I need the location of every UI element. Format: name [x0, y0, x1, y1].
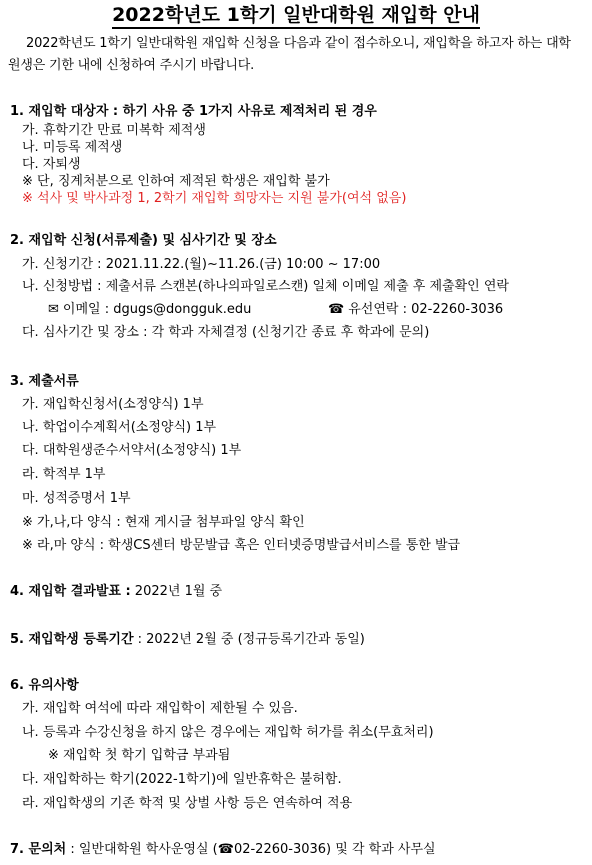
phone-contact [328, 301, 503, 319]
section1-note: ※ 단, 징계처분으로 인하여 제적된 학생은 재입학 불가 [22, 174, 330, 189]
document-item: 라. 학적부 1부 [22, 467, 106, 482]
section1-item: 나. 미등록 제적생 [22, 140, 123, 155]
document-item: 나. 학업이수계획서(소정양식) 1부 [22, 420, 217, 435]
section4-heading: 4. 재입학 결과발표 : [10, 584, 131, 599]
section1-item: 다. 자퇴생 [22, 157, 81, 172]
envelope-icon: ✉ [48, 302, 59, 317]
phone-text: 유선연락 : 02-2260-3036 [348, 302, 504, 317]
registration-period [10, 631, 365, 649]
section4-text: 2022년 1월 중 [130, 584, 223, 599]
caution-item: 라. 재입학생의 기존 학적 및 상벌 사항 등은 연속하여 적용 [22, 796, 353, 811]
section3-note: ※ 라,마 양식 : 학생CS센터 방문발급 혹은 인터넷증명발급서비스를 통한 발급 [22, 538, 461, 553]
contact-info [10, 841, 436, 859]
section2-heading: 2. 재입학 신청(서류제출) 및 심사기간 및 장소 [10, 233, 277, 248]
caution-note: ※ 재입학 첫 학기 입학금 부과됨 [48, 748, 231, 763]
section6-heading: 6. 유의사항 [10, 678, 79, 693]
section3-heading: 3. 제출서류 [10, 374, 79, 389]
section5-heading: 5. 재입학생 등록기간 [10, 632, 134, 647]
section3-note: ※ 가,나,다 양식 : 현재 게시글 첨부파일 양식 확인 [22, 515, 305, 530]
email-text: 이메일 : dgugs@dongguk.edu [62, 302, 252, 317]
section1-item: 가. 휴학기간 만료 미복학 제적생 [22, 123, 206, 138]
review-period: 다. 심사기간 및 장소 : 각 학과 자체결정 (신청기간 종료 후 학과에 문의) [22, 325, 430, 340]
caution-item: 가. 재입학 여석에 따라 재입학이 제한될 수 있음. [22, 701, 298, 716]
phone-icon: ☎ [217, 842, 234, 857]
caution-item: 나. 등록과 수강신청을 하지 않은 경우에는 재입학 허가를 취소(무효처리) [22, 725, 434, 740]
document-item: 마. 성적증명서 1부 [22, 491, 131, 506]
caution-item: 다. 재입학하는 학기(2022-1학기)에 일반휴학은 불허함. [22, 772, 342, 787]
section1-heading: 1. 재입학 대상자 : 하기 사유 중 1가지 사유로 제적처리 된 경우 [10, 104, 377, 119]
section1-warning-note: ※ 석사 및 박사과정 1, 2학기 재입학 희망자는 지원 불가(여석 없음) [22, 191, 407, 206]
title-text: 2022학년도 1학기 일반대학원 재입학 안내 [112, 4, 480, 29]
email-contact [48, 301, 251, 319]
section5-text: : 2022년 2월 중 (정규등록기간과 동일) [133, 632, 365, 647]
section7-heading: 7. 문의처 [10, 842, 67, 857]
result-announcement [10, 583, 222, 601]
phone-icon: ☎ [328, 302, 345, 317]
application-method: 나. 신청방법 : 제출서류 스캔본(하나의파일로스캔) 일체 이메일 제출 후 제출확인 연락 [22, 279, 509, 294]
section7-phone: 02-2260-3036 [233, 842, 327, 857]
section7-text-before: : 일반대학원 학사운영실 ( [66, 842, 218, 857]
document-item: 다. 대학원생준수서약서(소정양식) 1부 [22, 443, 242, 458]
intro-paragraph: 2022학년도 1학기 일반대학원 재입학 신청을 다음과 같이 접수하오니, 재입학을 하고자 하는 대학원생은 기한 내에 신청하여 주시기 바랍니다. [8, 36, 571, 73]
document-item: 가. 재입학신청서(소정양식) 1부 [22, 397, 204, 412]
application-period: 가. 신청기간 : 2021.11.22.(월)~11.26.(금) 10:00 ~ 17:00 [22, 257, 381, 272]
page-title [0, 3, 592, 27]
section7-text-after: ) 및 각 학과 사무실 [326, 842, 436, 857]
